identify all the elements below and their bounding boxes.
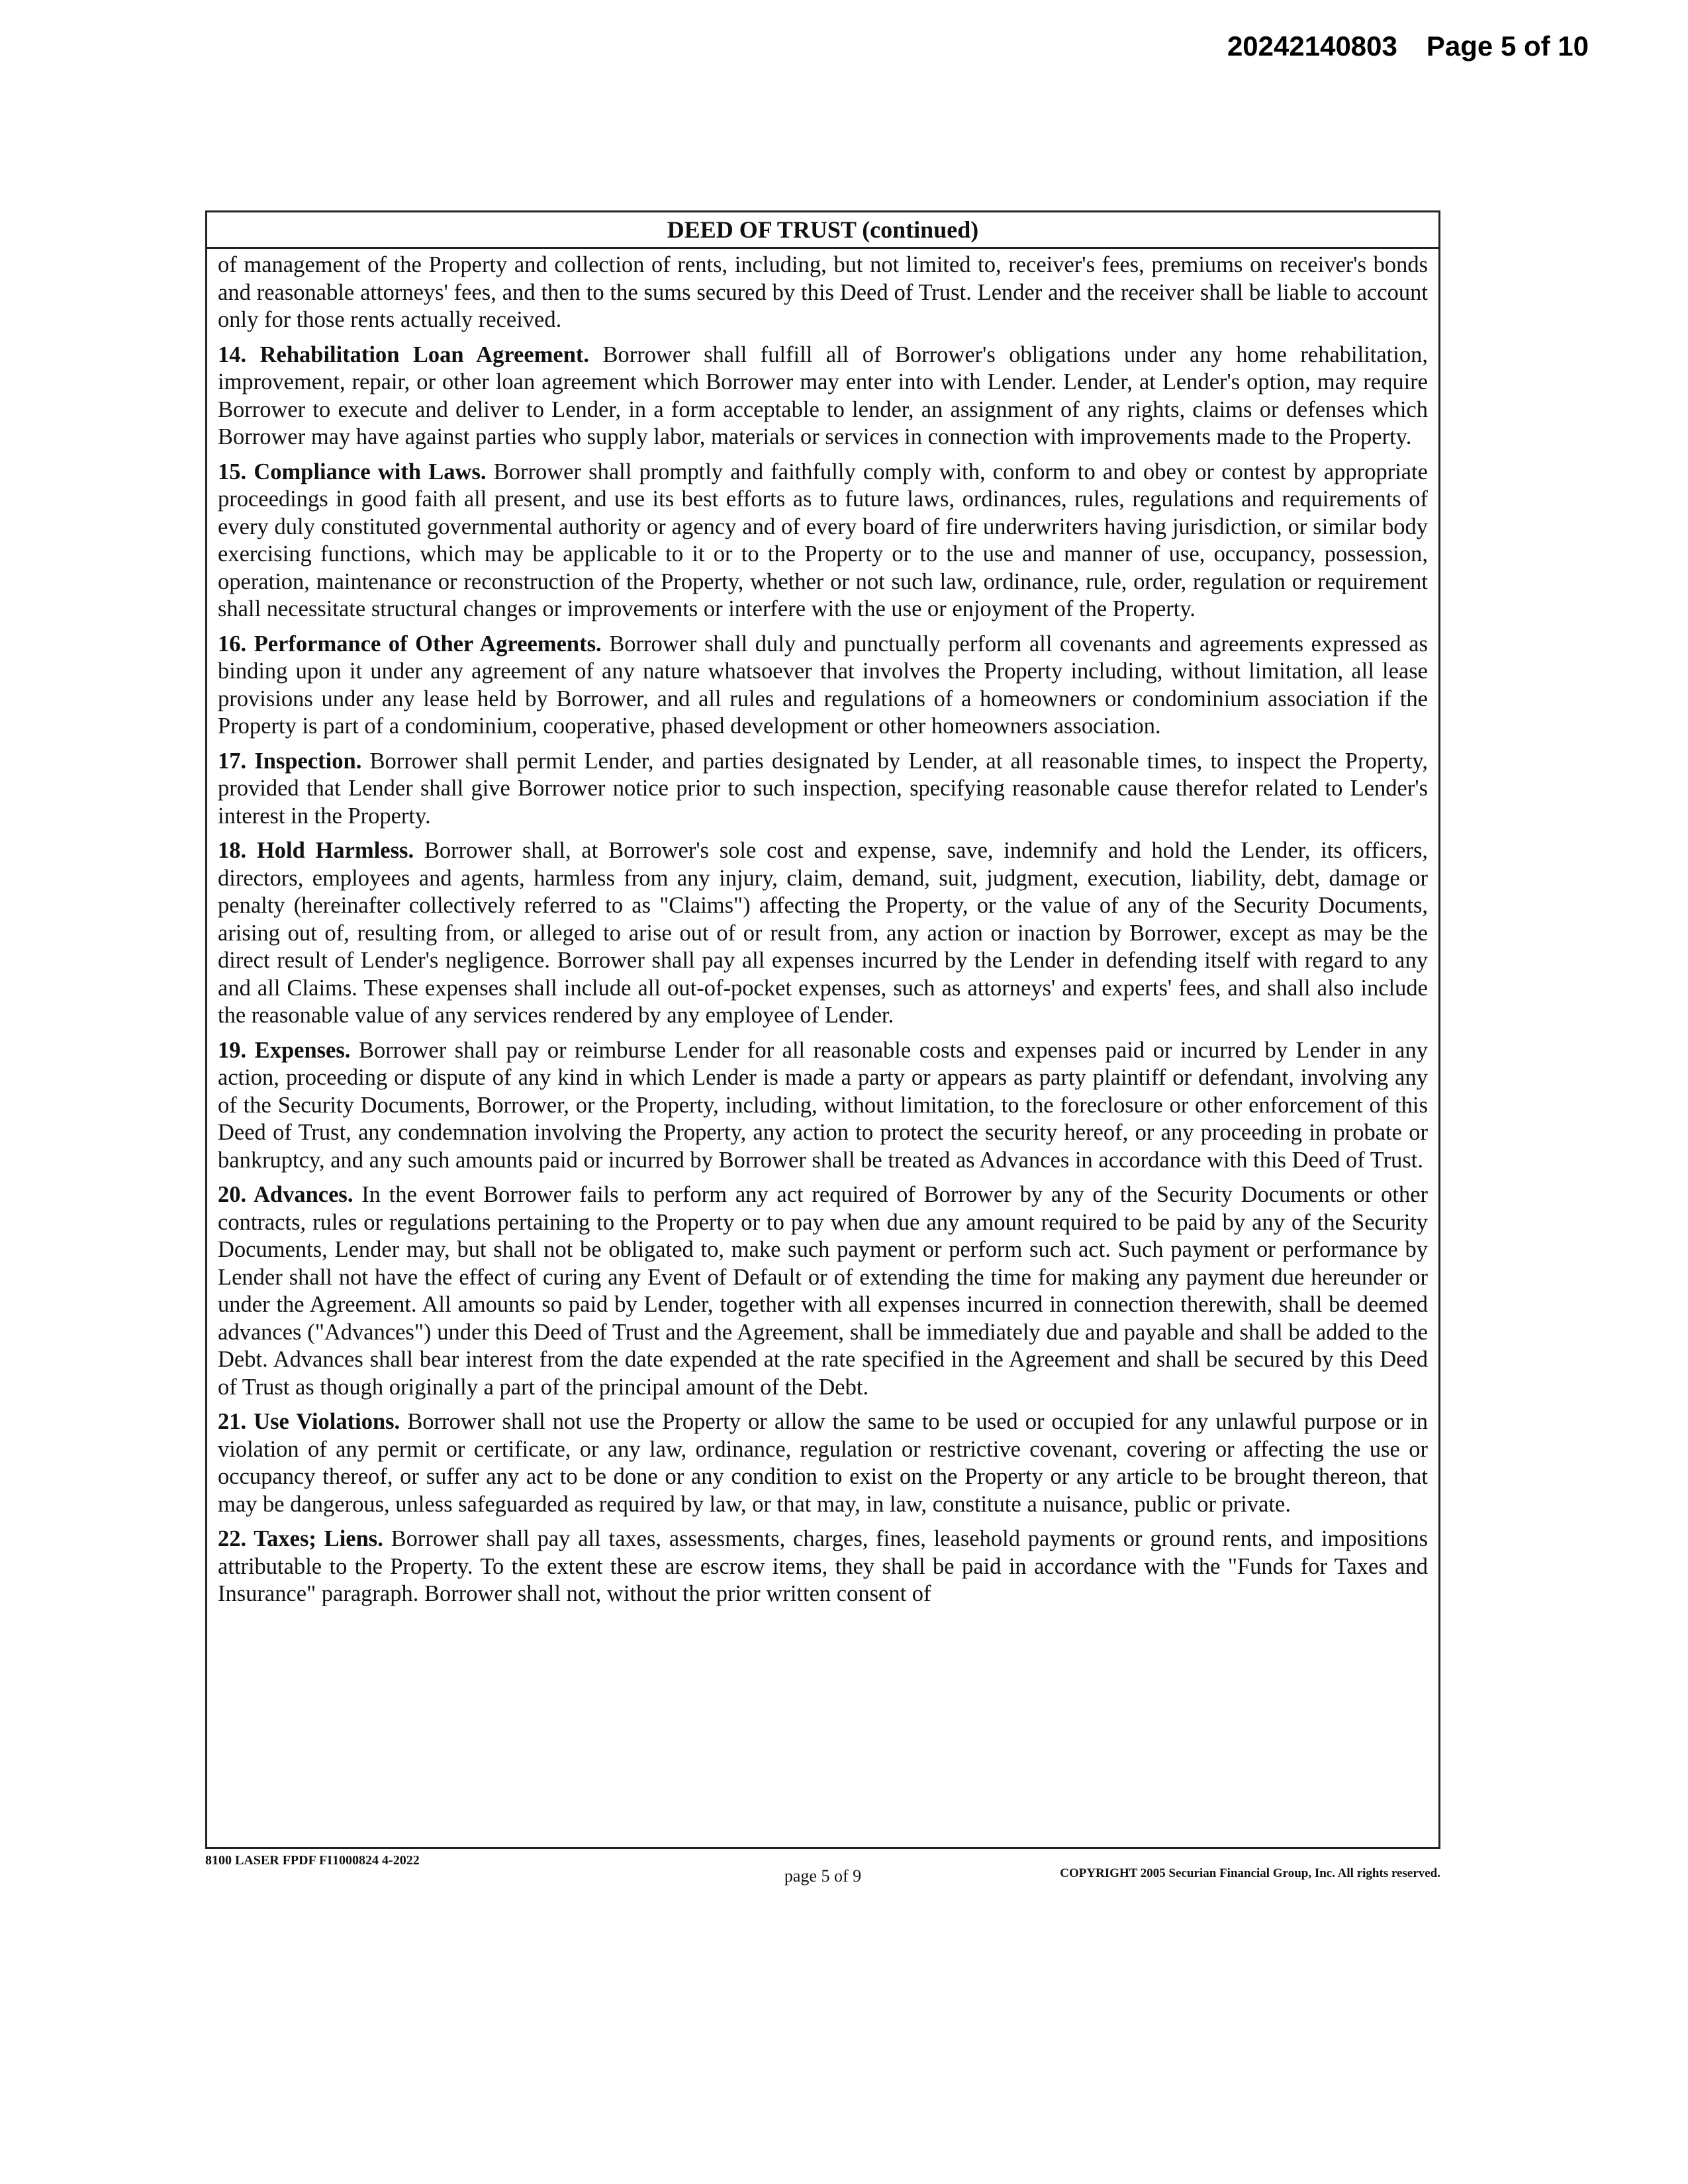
paragraph-heading: 22. Taxes; Liens. — [218, 1526, 383, 1551]
paragraph-14 — [218, 341, 1428, 451]
paragraph-19 — [218, 1037, 1428, 1175]
paragraph-heading: 14. Rehabilitation Loan Agreement. — [218, 341, 589, 367]
page-number: page 5 of 9 — [784, 1866, 862, 1886]
paragraph-heading: 19. Expenses. — [218, 1037, 351, 1063]
paragraph-text: Borrower shall pay or reimburse Lender for all reasonable costs and expenses paid or incurred by Lender in any action, proceeding or dispute of any kind in which Lender is made a party or appears as party plaintiff or defendant, involving any of the Security Documents, Borrower, or the Property, including, without limitation, to the foreclosure or other enforcement of this Deed of Trust, any condemnation involving the Property, any action to protect the security hereof, or any proceeding in probate or bankruptcy, and any such amounts paid or incurred by Borrower shall be treated as Advances in accordance with this Deed of Trust. — [218, 1037, 1428, 1173]
paragraph-text: In the event Borrower fails to perform any act required of Borrower by any of the Security Documents or other contracts, rules or regulations pertaining to the Property or to pay when due any amount required to be paid by any of the Security Documents, Lender may, but shall not be obligated to, make such payment or perform such act. Such payment or performance by Lender shall not have the effect of curing any Event of Default or of extending the time for making any payment due hereunder or under the Agreement. All amounts so paid by Lender, together with all expenses incurred in connection therewith, shall be deemed advances ("Advances") under this Deed of Trust and the Agreement, shall be immediately due and payable and shall be added to the Debt. Advances shall bear interest from the date expended at the rate specified in the Agreement and shall be secured by this Deed of Trust as though originally a part of the principal amount of the Debt. — [218, 1182, 1428, 1400]
paragraph-17 — [218, 748, 1428, 831]
paragraph-heading: 16. Performance of Other Agreements. — [218, 631, 602, 657]
document-number: 20242140803 — [1227, 30, 1397, 62]
paragraph-continuation — [218, 251, 1428, 334]
paragraph-text: Borrower shall pay all taxes, assessments, charges, fines, leasehold payments or ground rents, and impositions attributable to the Property. To the extent these are escrow items, they shall be paid in accordance with the "Funds for Taxes and Insurance" paragraph. Borrower shall not, without the prior written consent of — [218, 1526, 1428, 1606]
paragraph-text: Borrower shall permit Lender, and parties designated by Lender, at all reasonable times, to inspect the Property, provided that Lender shall give Borrower notice prior to such inspection, specifying reasonable cause therefor related to Lender's interest in the Property. — [218, 748, 1428, 829]
paragraph-text: of management of the Property and collection of rents, including, but not limited to, receiver's fees, premiums on receiver's bonds and reasonable attorneys' fees, and then to the sums secured by this Deed of Trust. Lender and the receiver shall be liable to account only for those rents actually received. — [218, 252, 1428, 332]
paragraph-text: Borrower shall duly and punctually perform all covenants and agreements expressed as binding upon it under any agreement of any nature whatsoever that involves the Property including, without limitation, all lease provisions under any lease held by Borrower, and all rules and regulations of a homeowners or condominium association if the Property is part of a condominium, cooperative, phased development or other homeowners association. — [218, 631, 1428, 739]
paragraph-text: Borrower shall, at Borrower's sole cost and expense, save, indemnify and hold the Lender, its officers, directors, employees and agents, harmless from any injury, claim, demand, suit, judgment, execution, liability, debt, damage or penalty (hereinafter collectively referred to as "Claims") affecting the Property, or the value of any of the Security Documents, arising out of, resulting from, or alleged to arise out of or result from, any action or inaction by Borrower, except as may be the direct result of Lender's negligence. Borrower shall pay all expenses incurred by the Lender in defending itself with regard to any and all Claims. These expenses shall include all out-of-pocket expenses, such as attorneys' and experts' fees, and shall also include the reasonable value of any services rendered by any employee of Lender. — [218, 838, 1428, 1028]
paragraph-heading: 20. Advances. — [218, 1182, 353, 1207]
recording-header — [1227, 30, 1589, 62]
paragraph-22 — [218, 1525, 1428, 1608]
paragraph-heading: 17. Inspection. — [218, 748, 362, 774]
paragraph-15 — [218, 459, 1428, 623]
deed-body-box — [205, 210, 1440, 1849]
paragraph-18 — [218, 837, 1428, 1030]
paragraph-text: Borrower shall not use the Property or allow the same to be used or occupied for any unlawful purpose or in violation of any permit or certificate, or any law, ordinance, regulation or restrictive covenant, covering or affecting the use or occupancy thereof, or suffer any act to be done or any condition to exist on the Property or any article to be brought thereon, that may be dangerous, unless safeguarded as required by law, or that may, in law, constitute a nuisance, public or private. — [218, 1409, 1428, 1517]
paragraph-heading: 18. Hold Harmless. — [218, 838, 414, 863]
deed-text — [207, 249, 1438, 1608]
form-footer — [205, 1853, 1440, 1893]
paragraph-heading: 21. Use Violations. — [218, 1409, 400, 1434]
deed-title: DEED OF TRUST (continued) — [207, 212, 1438, 249]
recording-page-reference: Page 5 of 10 — [1426, 30, 1589, 62]
paragraph-20 — [218, 1181, 1428, 1401]
paragraph-text: Borrower shall promptly and faithfully comply with, conform to and obey or contest by appropriate proceedings in good faith all present, and use its best efforts as to future laws, ordinances, rules, regulations and requirements of every duly constituted governmental authority or agency and of every board of fire underwriters having jurisdiction, or similar body exercising functions, which may be applicable to it or to the Property or to the use and manner of use, occupancy, possession, operation, maintenance or reconstruction of the Property, whether or not such law, ordinance, rule, order, regulation or requirement shall necessitate structural changes or improvements or interfere with the use or enjoyment of the Property. — [218, 459, 1428, 621]
form-identifier: 8100 LASER FPDF FI1000824 4-2022 — [205, 1853, 420, 1868]
paragraph-16 — [218, 631, 1428, 741]
paragraph-21 — [218, 1408, 1428, 1518]
paragraph-text: Borrower shall fulfill all of Borrower's obligations under any home rehabilitation, improvement, repair, or other loan agreement which Borrower may enter into with Lender. Lender, at Lender's option, may require Borrower to execute and deliver to Lender, in a form acceptable to lender, an assignment of any rights, claims or defenses which Borrower may have against parties who supply labor, materials or services in connection with improvements made to the Property. — [218, 341, 1428, 449]
copyright-notice: COPYRIGHT 2005 Securian Financial Group, Inc. All rights reserved. — [1060, 1866, 1440, 1880]
paragraph-heading: 15. Compliance with Laws. — [218, 459, 487, 484]
